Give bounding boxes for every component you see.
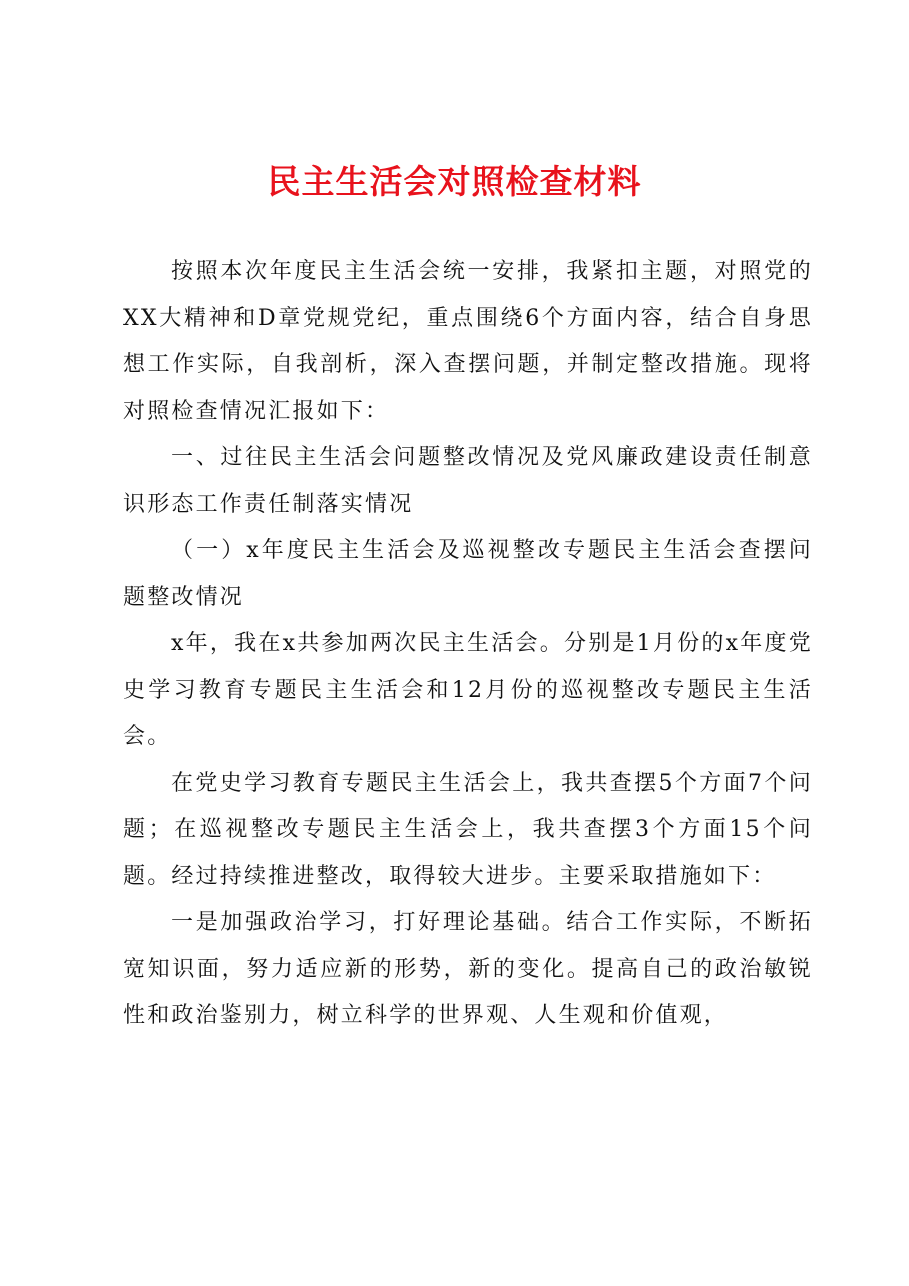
paragraph-subsection-heading-1: （一）x年度民主生活会及巡视整改专题民主生活会查摆问题整改情况	[123, 538, 813, 610]
paragraph-intro: 按照本次年度民主生活会统一安排，我紧扣主题，对照党的XX大精神和D章党规党纪，重点围绕6个方面内容，结合自身思想工作实际，自我剖析，深入查摆问题，并制定整改措施。现将对照检查情况汇报如下：	[123, 259, 813, 424]
paragraph-issues-summary: 在党史学习教育专题民主生活会上，我共查摆5个方面7个问题；在巡视整改专题民主生活会上，我共查摆3个方面15个问题。经过持续推进整改，取得较大进步。主要采取措施如下：	[123, 770, 813, 889]
paragraph-section-heading-1: 一、过往民主生活会问题整改情况及党风廉政建设责任制意识形态工作责任制落实情况	[123, 445, 813, 517]
document-body	[123, 249, 813, 1040]
document-title: 民主生活会对照检查材料	[267, 162, 642, 201]
paragraph-meetings-overview: x年，我在x共参加两次民主生活会。分别是1月份的x年度党史学习教育专题民主生活会和12月份的巡视整改专题民主生活会。	[123, 631, 813, 749]
paragraph-measure-1: 一是加强政治学习，打好理论基础。结合工作实际，不断拓宽知识面，努力适应新的形势，新的变化。提高自己的政治敏锐性和政治鉴别力，树立科学的世界观、人生观和价值观，	[123, 910, 813, 1028]
